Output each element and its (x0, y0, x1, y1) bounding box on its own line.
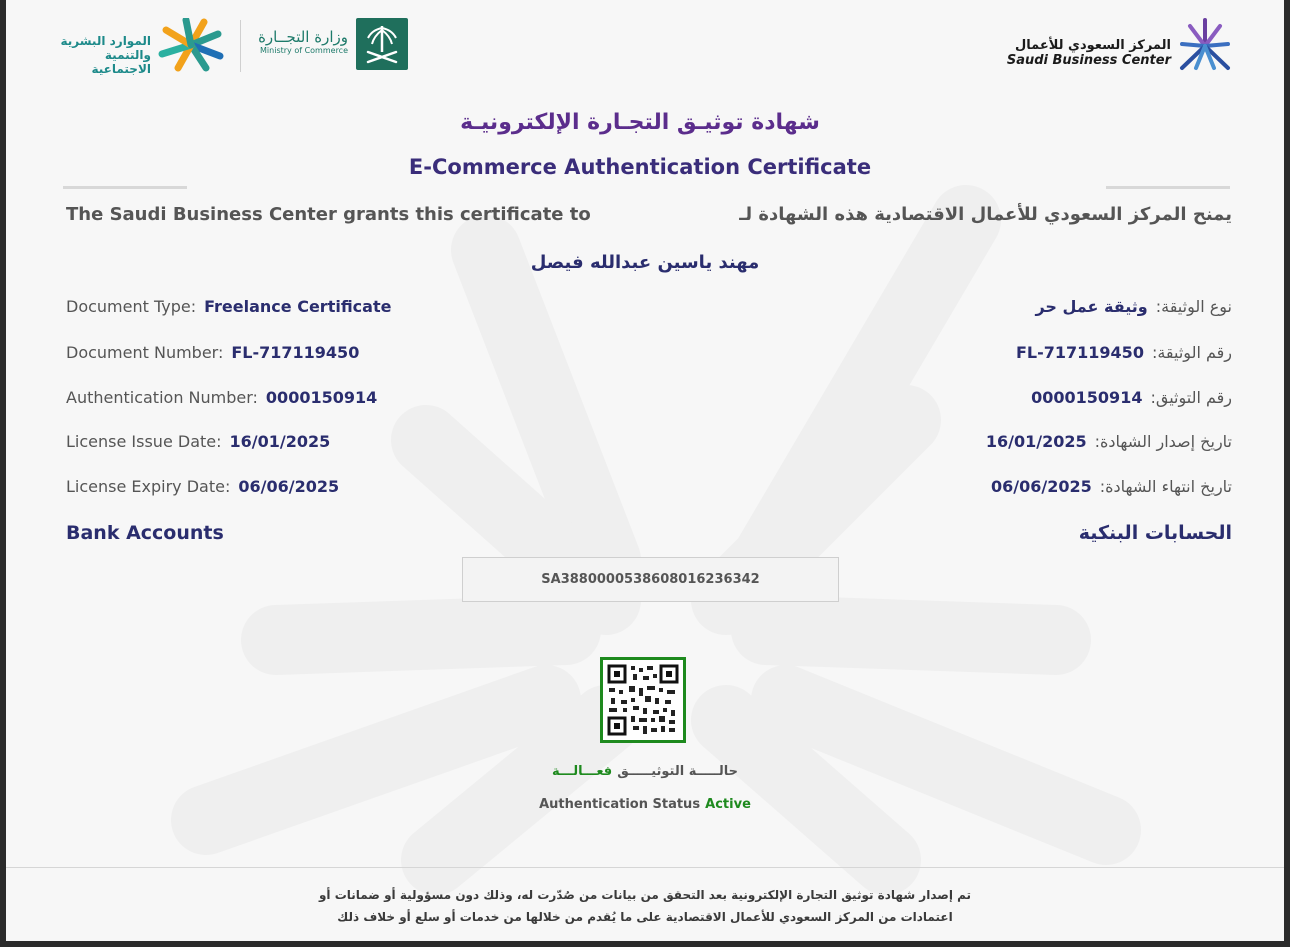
divider-right (1106, 186, 1230, 189)
field-label: Authentication Number: (66, 388, 258, 407)
field-value: 0000150914 (1031, 388, 1143, 407)
status-badge: Active (705, 797, 751, 812)
hrsd-logo-text (46, 34, 151, 76)
field-document-number-ar (1016, 343, 1232, 362)
field-label: تاريخ إصدار الشهادة: (1094, 432, 1232, 451)
field-authentication-number-ar (1031, 388, 1232, 407)
field-label: نوع الوثيقة: (1155, 297, 1232, 316)
certificate-title-arabic: شهادة توثيـق التجـارة الإلكترونيـة (460, 110, 820, 135)
holder-name: مهند ياسين عبدالله فيصل (530, 252, 760, 273)
field-document-number-en (66, 343, 359, 362)
moc-logo-text (252, 28, 348, 55)
field-label: تاريخ انتهاء الشهادة: (1099, 477, 1232, 496)
qr-code-icon (603, 660, 683, 740)
field-authentication-number-en (66, 388, 377, 407)
field-value: وثيقة عمل حر (1035, 297, 1148, 316)
grant-text-arabic: يمنح المركز السعودي للأعمال الاقتصادية هذه الشهادة لـ (739, 204, 1232, 225)
disclaimer-line2: اعتمادات من المركز السعودي للأعمال الاقتصادية على ما يُقدم من خلالها من خدمات أو سلع أو خلاف ذلك (337, 910, 953, 924)
status-value-ar: فعـــالـــة (552, 764, 613, 779)
hrsd-line1: الموارد البشرية (60, 34, 151, 48)
field-value: FL-717119450 (231, 343, 360, 362)
field-value: 0000150914 (265, 388, 378, 407)
field-document-type-en (66, 297, 391, 316)
field-label: License Expiry Date: (66, 477, 231, 496)
iban-box (462, 557, 839, 602)
field-value: FL-717119450 (1015, 343, 1144, 362)
status-english (6, 793, 1284, 812)
field-label: رقم التوثيق: (1150, 388, 1232, 407)
divider-left (63, 186, 187, 189)
logo-divider (240, 20, 241, 72)
moc-arabic: وزارة التجــارة (258, 28, 348, 46)
field-label: License Issue Date: (66, 432, 222, 451)
status-label-en: Authentication Status (539, 797, 701, 812)
field-label: Document Number: (66, 343, 224, 362)
field-label: رقم الوثيقة: (1151, 343, 1232, 362)
field-expiry-date-ar (991, 477, 1232, 496)
bank-accounts-title-ar: الحسابات البنكية (1078, 522, 1232, 544)
hrsd-line2: والتنمية الاجتماعية (91, 48, 151, 76)
qr-code[interactable] (600, 657, 686, 743)
field-expiry-date-en (66, 477, 339, 496)
field-document-type-ar (1035, 297, 1232, 316)
disclaimer-line1: تم إصدار شهادة توثيق التجارة الإلكترونية بعد التحقق من بيانات من صُدّرت له، وذلك دون مسؤولية أو ضمانات أو (318, 888, 972, 902)
status-arabic (6, 760, 1284, 779)
field-value: 06/06/2025 (991, 477, 1092, 496)
field-value: Freelance Certificate (204, 297, 392, 316)
field-value: 16/01/2025 (985, 432, 1087, 451)
field-value: 06/06/2025 (238, 477, 340, 496)
sbc-star-icon (1176, 16, 1234, 72)
bank-accounts-title-en: Bank Accounts (66, 522, 224, 544)
status-label-ar: حالـــــة التوثيـــــق (617, 764, 738, 779)
certificate-title-english: E-Commerce Authentication Certificate (408, 155, 872, 179)
certificate-page (6, 0, 1284, 941)
iban-number: SA3880000538608016236342 (541, 572, 760, 587)
grant-text-english: The Saudi Business Center grants this certificate to (66, 204, 591, 225)
footer-divider (6, 867, 1284, 868)
hrsd-star-icon (156, 18, 226, 72)
moc-emblem-icon (356, 18, 408, 70)
field-issue-date-ar (986, 432, 1232, 451)
sbc-arabic: المركز السعودي للأعمال (1015, 38, 1171, 53)
disclaimer (206, 884, 1084, 928)
field-value: 16/01/2025 (229, 432, 331, 451)
field-issue-date-en (66, 432, 330, 451)
sbc-english: Saudi Business Center (1006, 53, 1171, 68)
sbc-logo-text (966, 38, 1171, 68)
moc-english: Ministry of Commerce (260, 46, 348, 55)
field-label: Document Type: (66, 297, 197, 316)
